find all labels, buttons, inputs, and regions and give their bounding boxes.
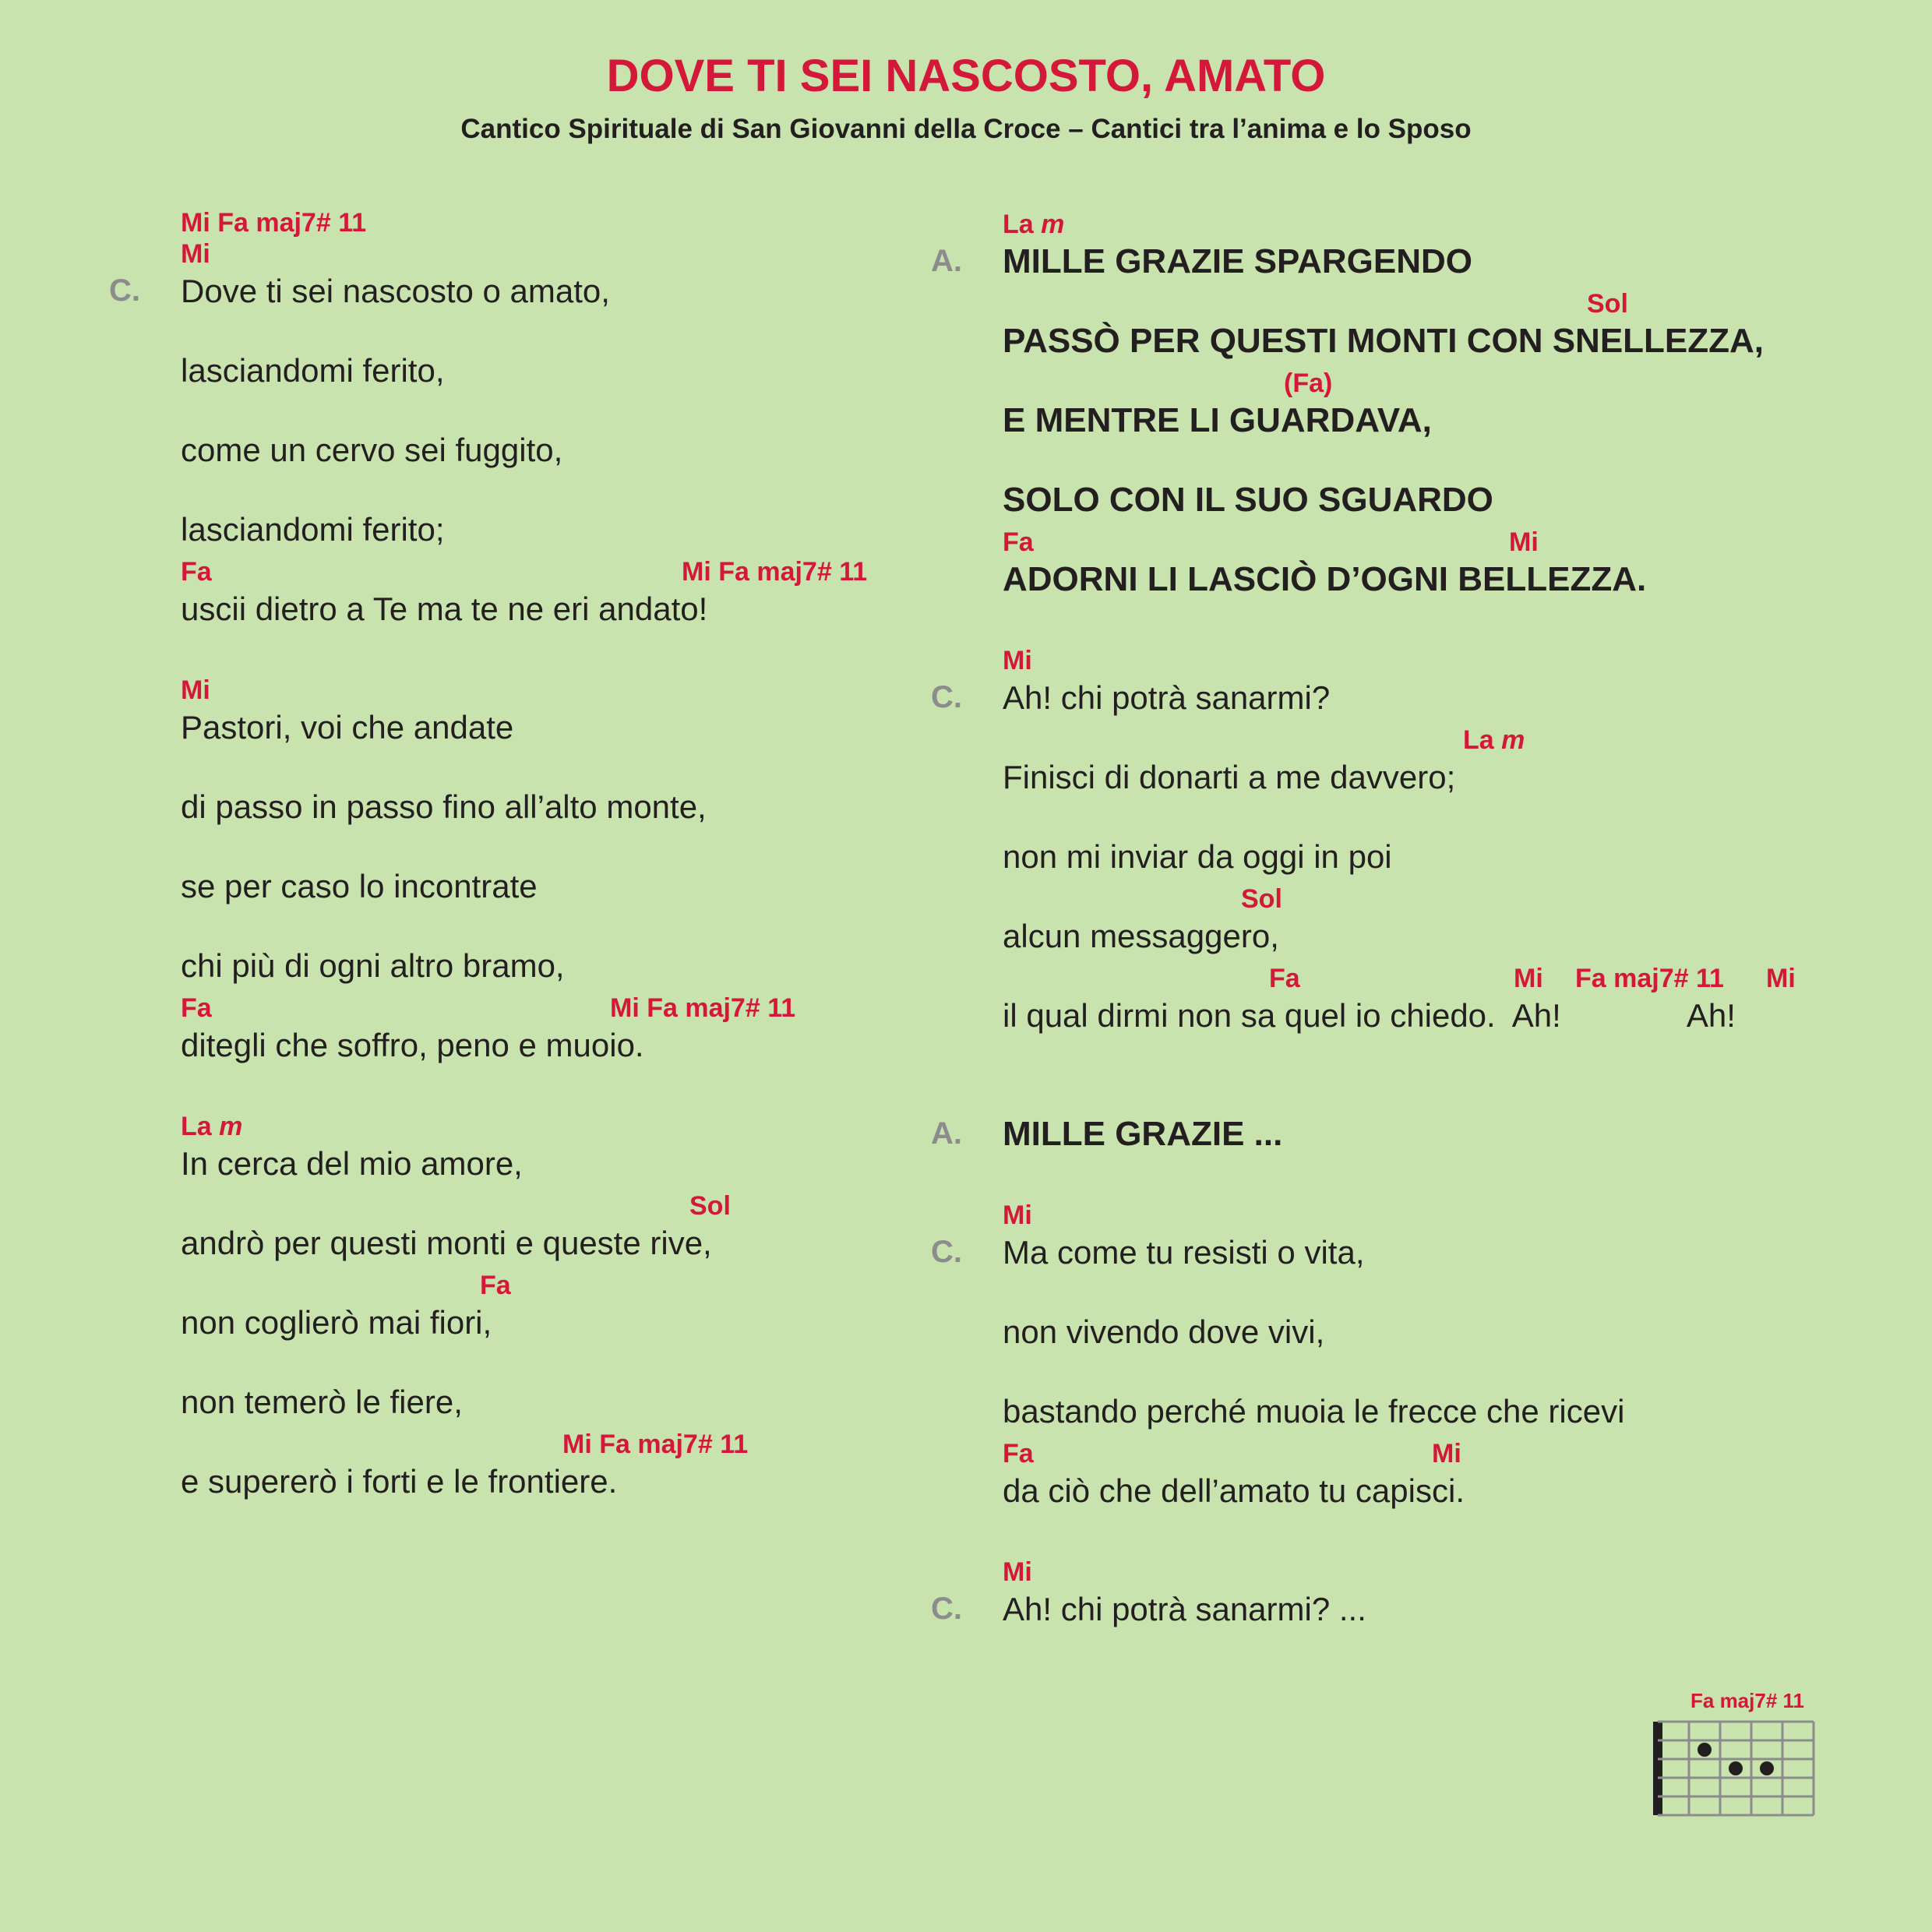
lyric-line: [109, 1345, 904, 1424]
chord-label: Mi Fa maj7# 11: [181, 208, 367, 238]
chord-row: [1003, 879, 1897, 915]
lyric-line: [931, 442, 1897, 522]
chord-row: [1003, 1433, 1897, 1469]
chord-row: [1003, 363, 1897, 399]
lyric-text: lasciandomi ferito;: [181, 511, 445, 548]
chord-row: [1003, 640, 1897, 676]
chord: [1241, 884, 1282, 915]
chord: [1284, 368, 1332, 399]
lyric-line: [931, 799, 1897, 879]
chord-label: La: [1463, 725, 1494, 755]
lyric-text: non temerò le fiere,: [181, 1384, 463, 1420]
chord-label: Fa: [1003, 527, 1034, 557]
lyric-text: bastando perché muoia le frecce che ricevi: [1003, 1393, 1625, 1430]
lyric-line: [931, 720, 1897, 799]
chord: [610, 993, 795, 1024]
chord-label: Mi: [1003, 1557, 1032, 1587]
chord-row: [1003, 442, 1897, 478]
chord-row: [181, 472, 904, 508]
chord: [1432, 1439, 1461, 1469]
lyric-text: ADORNI LI LASCIÒ D’OGNI BELLEZZA.: [1003, 560, 1647, 598]
lyric-line: [931, 1195, 1897, 1274]
lyric-line: [109, 1265, 904, 1345]
chord: [1509, 527, 1539, 558]
lyric-line: [109, 1186, 904, 1265]
section-label: A.: [931, 1116, 962, 1151]
lyric-text: e supererò i forti e le frontiere.: [181, 1463, 618, 1500]
chord: [682, 557, 867, 587]
chord-row: [181, 749, 904, 785]
lyric-text: non coglierò mai fiori,: [181, 1304, 492, 1341]
chord: [1587, 289, 1628, 319]
diagram-dot: [1729, 1761, 1743, 1775]
chord-label: (Fa): [1284, 368, 1333, 398]
lyric-text: come un cervo sei fuggito,: [181, 432, 563, 468]
lyric-line: [931, 522, 1897, 601]
chord-label: Sol: [1241, 884, 1282, 914]
section-label: C.: [931, 680, 962, 714]
chord: [181, 239, 210, 270]
lyric-line: [109, 908, 904, 988]
chord-row: [181, 1186, 904, 1222]
stanza: [109, 1106, 904, 1504]
lyric-line: [109, 1106, 904, 1186]
lyric-text: andrò per questi monti e queste rive,: [181, 1225, 712, 1261]
chord-label: Mi: [1432, 1439, 1461, 1468]
chord-row: [1003, 720, 1897, 756]
lyric-line: [109, 313, 904, 393]
chord: [1766, 964, 1796, 994]
chord-label: Fa: [1003, 1439, 1034, 1468]
chord: [1463, 725, 1525, 756]
stanza: [931, 1195, 1897, 1513]
chord: [1003, 527, 1034, 558]
chord-label: Fa: [181, 993, 212, 1023]
chord-row: [181, 552, 904, 587]
chord-row: [1003, 284, 1897, 319]
chord: [181, 675, 210, 706]
lyric-line: [931, 1354, 1897, 1433]
lyric-line: [109, 393, 904, 472]
lyric-text: SOLO CON IL SUO SGUARDO: [1003, 481, 1493, 519]
lyric-text: MILLE GRAZIE SPARGENDO: [1003, 242, 1472, 280]
chord: [1575, 964, 1724, 994]
chord-row: [1003, 958, 1897, 994]
chord-label: Fa maj7# 11: [1575, 964, 1724, 993]
right-column: [931, 204, 1897, 1670]
chord-row: [1003, 1195, 1897, 1231]
lyric-text: E MENTRE LI GUARDAVA,: [1003, 401, 1432, 439]
chord-label: Mi: [181, 239, 210, 269]
chord-row: [1003, 1077, 1897, 1112]
chord-row: [181, 670, 904, 706]
chord-label: Sol: [689, 1191, 731, 1221]
chord-label: Mi: [1003, 646, 1032, 675]
lyric-line: [109, 1424, 904, 1504]
lyric-line: [931, 879, 1897, 958]
chord-diagram-title: Fa maj7# 11: [1690, 1689, 1804, 1712]
chord-label: Fa: [480, 1271, 511, 1300]
chord-label: Mi: [1766, 964, 1796, 993]
lyric-line: [931, 1552, 1897, 1631]
section-label: C.: [931, 1592, 962, 1626]
lyric-text: Pastori, voi che andate: [181, 709, 514, 746]
lyric-line: [109, 552, 904, 631]
chord-label: La: [1003, 210, 1034, 239]
song-subtitle: Cantico Spirituale di San Giovanni della Croce – Cantici tra l’anima e lo Sposo: [460, 114, 1472, 144]
chord-row: [181, 204, 904, 270]
chord-label: Mi: [1003, 1200, 1032, 1230]
chord-label: Fa: [1269, 964, 1300, 993]
chord-label: Mi: [181, 675, 210, 705]
chord-row: [1003, 1274, 1897, 1310]
lyric-line: [109, 670, 904, 749]
lyric-line: [931, 640, 1897, 720]
lyric-text: In cerca del mio amore,: [181, 1145, 523, 1182]
chord-row: [181, 393, 904, 428]
lyric-text: alcun messaggero,: [1003, 918, 1279, 954]
chord-row: [181, 1265, 904, 1301]
lyric-line: [109, 829, 904, 908]
chord: [689, 1191, 731, 1222]
stanza: [931, 1552, 1897, 1631]
lyric-text: il qual dirmi non sa quel io chiedo. Ah! Ah!: [1003, 997, 1736, 1034]
lyric-text: uscii dietro a Te ma te ne eri andato!: [181, 591, 708, 627]
chord: [562, 1430, 748, 1460]
chord: [1003, 1200, 1032, 1231]
chord-minor-marker: m: [211, 1112, 243, 1141]
chord: [1003, 1439, 1034, 1469]
lyric-text: ditegli che soffro, peno e muoio.: [181, 1027, 644, 1063]
lyric-text: PASSÒ PER QUESTI MONTI CON SNELLEZZA,: [1003, 322, 1765, 360]
lyric-text: da ciò che dell’amato tu capisci.: [1003, 1472, 1465, 1509]
chord-row: [181, 829, 904, 865]
lyric-line: [931, 363, 1897, 442]
song-title: DOVE TI SEI NASCOSTO, AMATO: [606, 51, 1326, 101]
chord-diagram: [1650, 1714, 1829, 1823]
chord-minor-marker: m: [1493, 725, 1525, 755]
lyric-text: non vivendo dove vivi,: [1003, 1313, 1325, 1350]
stanza: [109, 204, 904, 631]
chord: [181, 1112, 242, 1142]
chord: [480, 1271, 511, 1301]
left-column: [109, 204, 904, 1542]
lyric-line: [109, 204, 904, 313]
chord-label: Fa: [181, 557, 212, 587]
lyric-text: non mi inviar da oggi in poi: [1003, 838, 1392, 875]
chord-label: Sol: [1587, 289, 1628, 319]
chord: [1003, 210, 1064, 240]
lyric-line: [109, 472, 904, 552]
lyric-text: Ah! chi potrà sanarmi? ...: [1003, 1591, 1366, 1627]
chord-label: Mi: [1509, 527, 1539, 557]
stanza: [931, 204, 1897, 601]
stanza: [931, 640, 1897, 1038]
chord: [1003, 646, 1032, 676]
chord-row: [1003, 204, 1897, 240]
lyric-line: [931, 204, 1897, 284]
section-label: C.: [109, 273, 140, 308]
chord-row: [181, 1345, 904, 1380]
stanza: [109, 670, 904, 1067]
chord-row: [1003, 799, 1897, 835]
stanza: [931, 1077, 1897, 1156]
lyric-text: Dove ti sei nascosto o amato,: [181, 273, 610, 309]
chord: [1269, 964, 1300, 994]
diagram-nut: [1653, 1722, 1662, 1815]
chord-label: Mi Fa maj7# 11: [610, 993, 796, 1023]
chord: [181, 208, 366, 238]
chord-row: [1003, 1354, 1897, 1390]
chord: [1003, 1557, 1032, 1588]
chord: [1514, 964, 1543, 994]
section-label: C.: [931, 1235, 962, 1269]
lyric-text: se per caso lo incontrate: [181, 868, 538, 904]
lyric-line: [931, 284, 1897, 363]
chord-label: La: [181, 1112, 212, 1141]
lyric-line: [109, 749, 904, 829]
lyric-text: Finisci di donarti a me davvero;: [1003, 759, 1456, 795]
chord-label: Mi Fa maj7# 11: [682, 557, 868, 587]
diagram-dot: [1760, 1761, 1774, 1775]
section-label: A.: [931, 244, 962, 278]
lyric-line: [931, 1077, 1897, 1156]
lyric-line: [931, 1274, 1897, 1354]
lyric-text: lasciandomi ferito,: [181, 352, 445, 389]
lyric-text: Ah! chi potrà sanarmi?: [1003, 679, 1331, 716]
lyric-text: MILLE GRAZIE ...: [1003, 1115, 1283, 1153]
lyric-line: [931, 1433, 1897, 1513]
chord-minor-marker: m: [1033, 210, 1065, 239]
chord-row: [181, 1424, 904, 1460]
chord-label: Mi Fa maj7# 11: [562, 1430, 749, 1459]
chord-row: [1003, 1552, 1897, 1588]
lyric-line: [109, 988, 904, 1067]
chord-label: Mi: [1514, 964, 1543, 993]
chord-row: [181, 1106, 904, 1142]
chord-row: [1003, 522, 1897, 558]
chord: [181, 557, 212, 587]
diagram-dot: [1698, 1743, 1712, 1757]
lyric-text: chi più di ogni altro bramo,: [181, 947, 565, 984]
chord-row: [181, 908, 904, 944]
chord-row: [181, 313, 904, 349]
chord: [181, 993, 212, 1024]
lyric-line: [931, 958, 1897, 1038]
chord-row: [181, 988, 904, 1024]
lyric-text: di passo in passo fino all’alto monte,: [181, 788, 707, 825]
lyric-text: Ma come tu resisti o vita,: [1003, 1234, 1365, 1271]
